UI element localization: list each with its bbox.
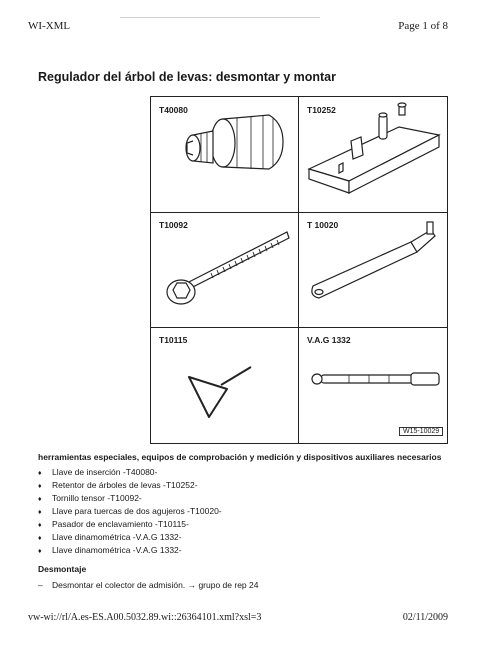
footer-url: vw-wi://rl/A.es-ES.A00.5032.89.wi::26364101.xml?xsl=3 bbox=[28, 612, 262, 623]
list-item-text: Llave para tuercas de dos agujeros -T10020- bbox=[52, 506, 222, 516]
list-item-text: Llave dinamométrica -V.A.G 1332- bbox=[52, 545, 182, 555]
header-left: WI-XML bbox=[28, 20, 71, 32]
tensioner-bolt-icon bbox=[151, 212, 299, 327]
list-item bbox=[38, 505, 222, 518]
tool-cell-t10252 bbox=[299, 97, 447, 212]
tool-cell-t10020 bbox=[299, 212, 447, 327]
header-rule bbox=[120, 17, 320, 18]
tool-label: T40080 bbox=[159, 105, 188, 115]
torque-wrench-icon bbox=[299, 327, 447, 442]
list-item bbox=[38, 492, 222, 505]
page-title: Regulador del árbol de levas: desmontar y montar bbox=[38, 70, 336, 84]
figure-reference: W15-10029 bbox=[399, 427, 443, 436]
insertion-wrench-icon bbox=[151, 97, 299, 212]
locking-pin-icon bbox=[151, 327, 299, 442]
tool-cell-vag1332 bbox=[299, 327, 447, 442]
bullet-icon: ♦ bbox=[38, 522, 42, 529]
list-item-text: Retentor de árboles de levas -T10252- bbox=[52, 480, 198, 490]
section-heading: Desmontaje bbox=[38, 564, 87, 574]
bullet-icon: ♦ bbox=[38, 496, 42, 503]
bullet-icon: ♦ bbox=[38, 535, 42, 542]
tools-list bbox=[38, 466, 222, 557]
tool-cell-t10115 bbox=[151, 327, 299, 442]
step-text: Desmontar el colector de admisión. → grupo de rep 24 bbox=[52, 580, 259, 590]
list-item-text: Pasador de enclavamiento -T10115- bbox=[52, 519, 189, 529]
list-item bbox=[38, 479, 222, 492]
tool-cell-t10092 bbox=[151, 212, 299, 327]
list-item-text: Llave de inserción -T40080- bbox=[52, 467, 158, 477]
dash-icon: – bbox=[38, 580, 43, 590]
list-item-text: Tornillo tensor -T10092- bbox=[52, 493, 142, 503]
bullet-icon: ♦ bbox=[38, 509, 42, 516]
bullet-icon: ♦ bbox=[38, 483, 42, 490]
camshaft-retainer-icon bbox=[299, 97, 447, 212]
bullet-icon: ♦ bbox=[38, 548, 42, 555]
tool-label: T10115 bbox=[159, 335, 188, 345]
footer-date: 02/11/2009 bbox=[402, 612, 448, 623]
bullet-icon: ♦ bbox=[38, 470, 42, 477]
tool-label: V.A.G 1332 bbox=[307, 335, 351, 345]
list-item bbox=[38, 518, 222, 531]
tool-cell-t40080 bbox=[151, 97, 299, 212]
list-item-text: Llave dinamométrica -V.A.G 1332- bbox=[52, 532, 182, 542]
tools-heading: herramientas especiales, equipos de comprobación y medición y dispositivos auxiliares necesarios bbox=[38, 452, 442, 462]
list-item bbox=[38, 531, 222, 544]
tool-label: T 10020 bbox=[307, 220, 339, 230]
page-number: Page 1 of 8 bbox=[398, 20, 448, 32]
list-item bbox=[38, 466, 222, 479]
procedure-step bbox=[38, 580, 258, 590]
tool-label: T10092 bbox=[159, 220, 188, 230]
list-item bbox=[38, 544, 222, 557]
tool-label: T10252 bbox=[307, 105, 336, 115]
tools-grid bbox=[150, 96, 448, 444]
two-hole-spanner-icon bbox=[299, 212, 447, 327]
